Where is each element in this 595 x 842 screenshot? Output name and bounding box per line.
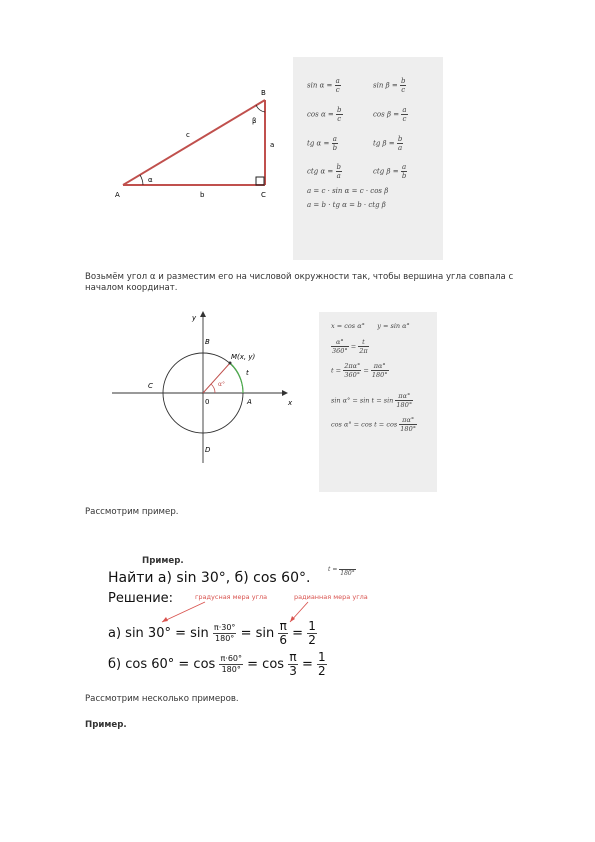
- numerator: b: [397, 135, 403, 143]
- denominator: 2: [308, 633, 316, 647]
- point-m: [229, 362, 232, 365]
- t-formula: t = $\frac{2\pi\alpha^\circ}{360^\circ}$ = $\frac{\pi\alpha^\circ}{180^\circ}$: [331, 362, 388, 379]
- arc-t-label: t: [246, 369, 249, 377]
- right-angle-mark: [256, 177, 264, 185]
- denominator: c: [402, 115, 407, 123]
- numerator: 2πα°: [344, 362, 361, 370]
- formula-lhs: sin α° = sin t = sin: [331, 396, 394, 405]
- line-mid: = cos: [247, 657, 285, 672]
- formula-lhs: ctg α =: [307, 167, 334, 176]
- sin-t-formula: [331, 392, 413, 409]
- side-b-label: b: [200, 191, 205, 199]
- numerator: 1: [308, 619, 316, 633]
- numerator: πα°: [371, 362, 389, 371]
- numerator: α°: [331, 338, 349, 347]
- denominator: a: [398, 144, 403, 152]
- example-a-line: а) sin 30° = sin $\frac{\pi\cdot 30^\circ}{180^\circ}$ = sin $\frac{\pi}{6}$ = $\frac{1}{2}$: [108, 619, 316, 647]
- example-label-2: Пример.: [85, 720, 127, 730]
- triangle-diagram: [110, 85, 285, 205]
- vertex-c-label: C: [261, 191, 266, 199]
- degree-arrow: [162, 602, 205, 622]
- formula-lhs: t =: [331, 366, 342, 375]
- denominator: c: [335, 86, 340, 94]
- y-axis-arrow: [200, 311, 206, 317]
- line-prefix: б) cos 60° = cos: [108, 657, 216, 672]
- angle-beta-arc: [256, 105, 265, 112]
- circle-formulas-box: [319, 312, 437, 492]
- example-solution-label: Решение:: [108, 591, 174, 606]
- paragraph-consider-example: Рассмотрим пример.: [85, 507, 179, 517]
- angle-beta-label: β: [252, 117, 257, 125]
- line-mid: = sin: [240, 626, 275, 641]
- numerator: 1: [318, 650, 326, 664]
- cos-beta-formula: [373, 106, 408, 123]
- formula-lhs: cos α° = cos t = cos: [331, 420, 398, 429]
- denominator: 180°: [215, 634, 235, 643]
- point-a-label: A: [247, 398, 252, 406]
- ctg-beta-formula: [373, 163, 407, 180]
- vertex-b-label: B: [261, 89, 266, 97]
- denominator: 180°: [400, 425, 416, 433]
- formula-lhs: cos β =: [373, 110, 400, 119]
- denominator: b: [332, 144, 338, 152]
- note-degree-measure: градусная мера угла: [195, 593, 268, 601]
- t-small-formula: [328, 561, 356, 578]
- cos-t-formula: [331, 416, 417, 433]
- relation-line-2: a = b · tg α = b · ctg β: [307, 201, 386, 209]
- formula-lhs: sin β =: [373, 81, 398, 90]
- tg-alpha-formula: [307, 135, 338, 152]
- arc-t: [230, 363, 243, 393]
- denominator: a: [336, 172, 341, 180]
- numerator: π·30°: [213, 623, 236, 632]
- denominator: 360°: [332, 347, 348, 355]
- numerator: π: [289, 650, 297, 664]
- x-axis-arrow: [282, 390, 288, 396]
- side-c-label: c: [186, 131, 190, 139]
- formula-lhs: t =: [328, 566, 338, 573]
- formula-lhs: tg α =: [307, 139, 330, 148]
- hypotenuse-c: [123, 100, 265, 185]
- unit-circle-diagram: [110, 308, 300, 468]
- vertex-a-label: A: [115, 191, 120, 199]
- sin-alpha-formula: [307, 77, 341, 94]
- numerator: π: [279, 619, 287, 633]
- x-axis-label: x: [288, 399, 293, 407]
- denominator: 6: [279, 633, 288, 647]
- numerator: a: [332, 135, 337, 143]
- denominator: 2: [318, 664, 326, 678]
- radius-om: [203, 363, 230, 393]
- paragraph-several-examples: Рассмотрим несколько примеров.: [85, 694, 239, 704]
- side-a-label: a: [270, 141, 275, 149]
- formula-lhs: tg β =: [373, 139, 395, 148]
- denominator: 360°: [344, 371, 361, 379]
- angle-alpha-label: α: [148, 176, 153, 184]
- numerator: a: [335, 77, 340, 85]
- relation-line-1: a = c · sin α = c · cos β: [307, 187, 389, 195]
- numerator: π·60°: [220, 654, 242, 663]
- example-label-1: Пример.: [142, 556, 184, 566]
- point-m-label: M(x, y): [231, 353, 256, 361]
- numerator: πα°: [399, 416, 417, 425]
- angle-alpha-arc: [140, 175, 143, 185]
- example-task: Найти а) sin 30°, б) cos 60°.: [108, 570, 311, 586]
- numerator: b: [400, 77, 406, 85]
- denominator: 180°: [371, 371, 388, 379]
- point-c-label: C: [148, 382, 153, 390]
- cos-alpha-formula: [307, 106, 343, 123]
- denominator: b: [401, 172, 407, 180]
- example-b-line: б) cos 60° = cos $\frac{\pi\cdot 60^\circ}{180^\circ}$ = cos $\frac{\pi}{3}$ = $\frac{1}{2}$: [108, 650, 326, 678]
- numerator: b: [336, 163, 341, 171]
- line-prefix: а) sin 30° = sin: [108, 626, 209, 641]
- denominator: c: [401, 86, 406, 94]
- angle-label: α°: [218, 381, 225, 388]
- denominator: 3: [289, 664, 297, 678]
- denominator: c: [337, 115, 342, 123]
- numerator: b: [337, 106, 342, 114]
- denominator: 180°: [221, 665, 241, 674]
- denominator: 180°: [396, 401, 413, 409]
- denominator: 180°: [340, 570, 355, 577]
- numerator: πα°: [395, 392, 413, 401]
- denominator: 2π: [359, 347, 368, 355]
- note-radian-measure: радианная мера угла: [294, 593, 368, 601]
- ctg-alpha-formula: [307, 163, 342, 180]
- formula-lhs: ctg β =: [373, 167, 399, 176]
- y-axis-label: y: [192, 314, 197, 322]
- numerator: t: [358, 338, 368, 347]
- formula-lhs: cos α =: [307, 110, 334, 119]
- formula-lhs: sin α =: [307, 81, 333, 90]
- proportion-formula: $\frac{\alpha^\circ}{360^\circ}$ = $\frac{t}{2\pi}$: [332, 338, 368, 355]
- numerator: [339, 561, 355, 570]
- point-d-label: D: [205, 446, 211, 454]
- tg-beta-formula: [373, 135, 403, 152]
- xy-formula: x = cos α° y = sin α°: [331, 322, 410, 330]
- point-b-label: B: [205, 338, 210, 346]
- numerator: a: [402, 106, 407, 114]
- angle-arc: [211, 384, 215, 393]
- numerator: a: [401, 163, 407, 171]
- origin-label: 0: [205, 398, 210, 406]
- paragraph-circle-intro: Возьмём угол α и разместим его на числовой окружности так, чтобы вершина угла совпала с началом координат.: [85, 272, 514, 293]
- sin-beta-formula: [373, 77, 406, 94]
- trig-formulas-box: [293, 57, 443, 260]
